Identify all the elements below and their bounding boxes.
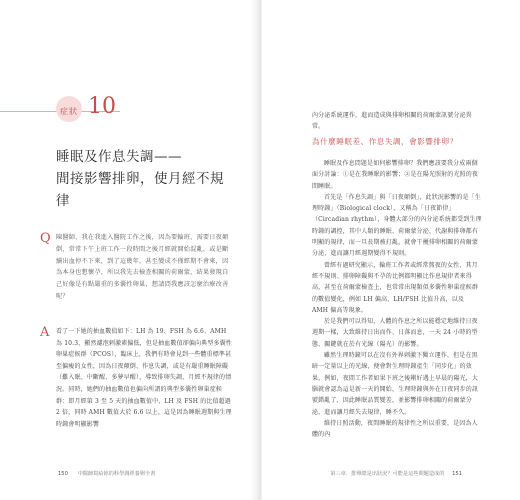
body-paragraph: 雖然生理時鐘可以在沒有外界刺激下獨立運作，但是在黑暗一定量以上的光線，便會對生理時鐘產生「同步化」的效果，例如，夜間工作者如果下班之後剛好遇上早晨的陽光，大腦就會認為這是新一天的開始，生理時鐘與外在日夜同步的訊號錯亂了，因此睡眠品質變差，並影響排卵相關的荷爾蒙分泌，進而讓月經失去規律，睡不久。 xyxy=(312,352,479,416)
body-paragraph: 曾經有過研究顯示，輪班工作者或經常熬夜的女性，其月經不規則、排卵障礙與不孕的比例都明顯比作息規律者來得高，甚至在荷爾蒙檢查上，也常常出現類似多囊性卵巢症候群的數值變化，例如 LH 偏高、LH/FSH 比值升高，以及 AMH 偏高等現象。 xyxy=(312,261,479,314)
symptom-badge xyxy=(0,94,250,122)
right-page xyxy=(262,0,520,500)
chapter-title-footer: 第三章．排卵總是出狀況？可能是這些問題造成的 xyxy=(330,471,445,477)
body-paragraph: 於是我們可以得知，人體的作息之所以能穩定地維持日夜週期一樣，大致維持日出而作、日落而息，一天 24 小時的型態，關鍵就在於有光線（陽光）的影響。 xyxy=(312,318,478,348)
title-line-1: 睡眠及作息失調—— xyxy=(56,149,182,165)
right-footer xyxy=(330,470,462,477)
book-title-footer: 中醫師寫給妳的科學調經養卵全書 xyxy=(77,471,156,477)
body-paragraph: 首先是「作息失調」與「日夜顛倒」，此狀況影響的是「生理時鐘」（Biological clock），又稱為「日夜節律」（Circadian rhythm），身體大部分的內分泌系統都受到生理時鐘的調控，其中人類的睡眠、荷爾蒙分泌、代謝與排卵都有明顯的規律，而一旦長期被打亂，就會干擾排卵相關的荷爾蒙分泌，進而讓月經週期變得不規則。 xyxy=(312,193,482,258)
right-page-number: 151 xyxy=(452,471,462,477)
body-paragraph: 維持日照活動，夜間睡眠的規律性之所以重要，是因為人體的內 xyxy=(312,419,478,439)
answer-text: 看了一下她的抽血數值如下：LH 為 19、FSH 為 6.6、AMH 為 10.3，顯然濾泡刺激素偏低，但是抽血數值卻偏向典型多囊性卵巢症候群（PCOS），臨床上，我們有時會見到一些體重標準甚至偏瘦的女性，因為日夜顛倒、作息失調，或是有嚴重睡眠障礙（難入眠、中斷醒、多夢早醒），導致排卵失調，月經不規律的情況。同時，她們的抽血數值也偏向所謂的典型多囊性卵巢症候群：即月經第 3 至 5 天的抽血數值中，LH 及 FSH 的比值超過 2 倍，同時 AMH 數值大於 6.6 以上，這是因為睡眠週期與生理時鐘會明顯影響 xyxy=(56,328,232,428)
right-body xyxy=(312,158,482,440)
left-page xyxy=(0,0,258,500)
left-page-number: 150 xyxy=(58,471,68,477)
question-text: 陳醫師，我在我進入醫院工作之後，因為要輪班，需要日夜顛倒，常常下午上班工作一段時間之後月經就開始混亂，或是斷續出血停不下來，到了這幾年，甚至變成不僅經期不會來，因為本身也想懷孕，所以我先去檢查相關的荷爾蒙，結果發現自己好像是有點嚴重的多囊性卵巢，想請問我應該怎麼治療改善呢？ xyxy=(56,234,229,300)
chapter-title xyxy=(56,146,236,212)
section-heading: 為什麼睡眠差、作息失調，會影響排卵？ xyxy=(312,137,458,146)
question-mark: Q xyxy=(40,231,51,246)
right-intro-text: 內分泌系統運作，進而造成與排卵相關的荷爾蒙訊號分泌異常。 xyxy=(312,112,472,131)
badge-number: 10 xyxy=(88,94,116,119)
left-footer xyxy=(58,470,155,477)
answer-mark: A xyxy=(40,325,50,340)
answer-block xyxy=(40,325,232,430)
title-line-2: 間接影響排卵，使月經不規律 xyxy=(56,171,224,209)
badge-label: 症狀 xyxy=(60,107,78,116)
body-paragraph: 睡眠及作息問題是如何影響排卵？我們應該要我分成兩個面分討論：①是在我睡眠的影響；②是在陽光照射的光照的夜間睡眠。 xyxy=(312,160,479,190)
question-block xyxy=(40,231,232,303)
